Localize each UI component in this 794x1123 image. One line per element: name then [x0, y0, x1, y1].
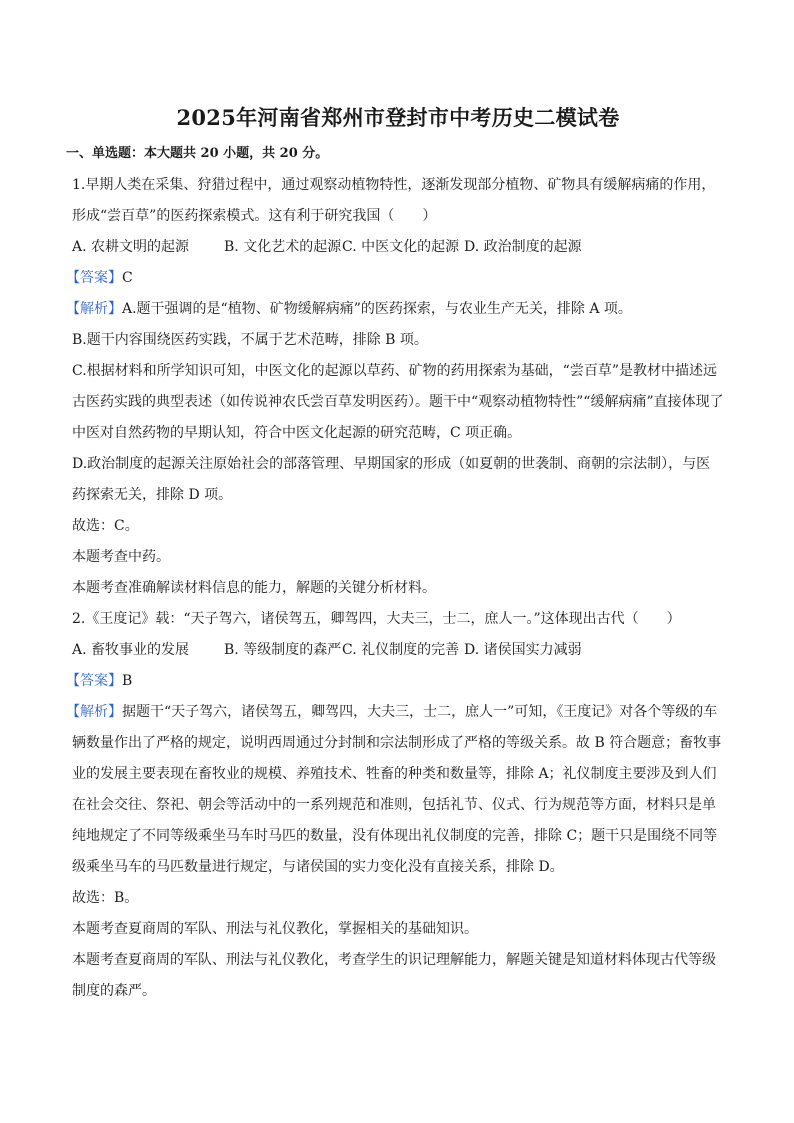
q2-option-a: A. 畜牧事业的发展	[72, 642, 190, 658]
q1-note-2: 本题考查准确解读材料信息的能力，解题的关键分析材料。	[72, 580, 436, 596]
q1-analysis-text-1: A.题干强调的是“植物、矿物缓解病痛”的医药探索，与农业生产无关，排除 A 项。	[122, 301, 632, 317]
section-heading: 一、单选题：本大题共 20 小题，共 20 分。	[66, 146, 329, 161]
exam-page	[66, 102, 724, 1007]
question-1	[66, 170, 724, 604]
q2-analysis-text: 据题干“天子驾六，诸侯驾五，卿驾四，大夫三，士二，庶人一”可知，《王度记》对各个等级的车辆数量作出了严格的规定，说明西周通过分封制和宗法制形成了严格的等级关系。故 B 符合题意；畜牧事业的发展主要表现在畜牧业的规模、养殖技术、牲畜的种类和数量等，排除 A；礼仪制度主要涉及到人们在社会交往、祭祀、朝会等活动中的一系列规范和准则，包括礼节、仪式、行为规范等方面，材料只是单纯地规定了不同等级乘坐马车时马匹的数量，没有体现出礼仪制度的完善，排除 C；题干只是围绕不同等级乘坐马车的马匹数量进行规定，与诸侯国的实力变化没有直接关系，排除 D。	[72, 704, 722, 875]
q1-answer-tag: 【答案】	[66, 270, 122, 286]
q2-choose: 故选：B。	[72, 890, 139, 906]
q2-option-c: C. 礼仪制度的完善	[342, 642, 460, 658]
q1-choose: 故选：C。	[72, 518, 139, 534]
q1-note-1: 本题考查中药。	[72, 549, 170, 565]
q1-analysis-tag: 【解析】	[66, 301, 122, 317]
q1-stem-line-1: 1.早期人类在采集、狩猎过程中，通过观察动植物特性，逐渐发现部分植物、矿物具有缓解病痛的作用，	[72, 177, 716, 193]
question-2	[66, 604, 724, 1007]
q1-option-a: A. 农耕文明的起源	[72, 239, 190, 255]
q2-answer	[66, 666, 724, 697]
q2-note-1: 本题考查夏商周的军队、刑法与礼仪教化，掌握相关的基础知识。	[72, 921, 478, 937]
q2-option-d: D. 诸侯国实力减弱	[464, 642, 582, 658]
q1-option-d: D. 政治制度的起源	[464, 239, 582, 255]
q2-stem-line-1: 2.《王度记》载：“天子驾六，诸侯驾五，卿驾四，大夫三，士二，庶人一。”这体现出古代（ ）	[72, 611, 681, 627]
q2-answer-value: B	[122, 673, 133, 689]
q1-option-c: C. 中医文化的起源	[342, 239, 460, 255]
q1-option-b: B. 文化艺术的起源	[224, 239, 342, 255]
q2-answer-tag: 【答案】	[66, 673, 122, 689]
q2-note-2: 本题考查夏商周的军队、刑法与礼仪教化，考查学生的识记理解能力，解题关键是知道材料体现古代等级制度的森严。	[72, 952, 716, 999]
q1-analysis-2: B.题干内容围绕医药实践，不属于艺术范畴，排除 B 项。	[72, 332, 428, 348]
q1-analysis-3: C.根据材料和所学知识可知，中医文化的起源以草药、矿物的药用探索为基础，“尝百草”是教材中描述远古医药实践的典型表述（如传说神农氏尝百草发明医药）。题干中“观察动植物特性”“缓解病痛”直接体现了中医对自然药物的早期认知，符合中医文化起源的研究范畴，C 项正确。	[72, 363, 724, 441]
q2-options	[72, 635, 724, 666]
q1-options	[72, 232, 724, 263]
q2-option-b: B. 等级制度的森严	[224, 642, 342, 658]
q2-analysis	[66, 697, 724, 883]
q1-analysis-1	[66, 294, 724, 325]
q2-analysis-tag: 【解析】	[66, 704, 122, 720]
q1-answer-value: C	[122, 270, 133, 286]
q1-answer	[66, 263, 724, 294]
page-title: 2025年河南省郑州市登封市中考历史二模试卷	[176, 105, 620, 130]
q1-analysis-4: D.政治制度的起源关注原始社会的部落管理、早期国家的形成（如夏朝的世袭制、商朝的宗法制），与医药探索无关，排除 D 项。	[72, 456, 711, 503]
q1-stem-line-2: 形成“尝百草”的医药探索模式。这有利于研究我国（ ）	[72, 208, 437, 224]
